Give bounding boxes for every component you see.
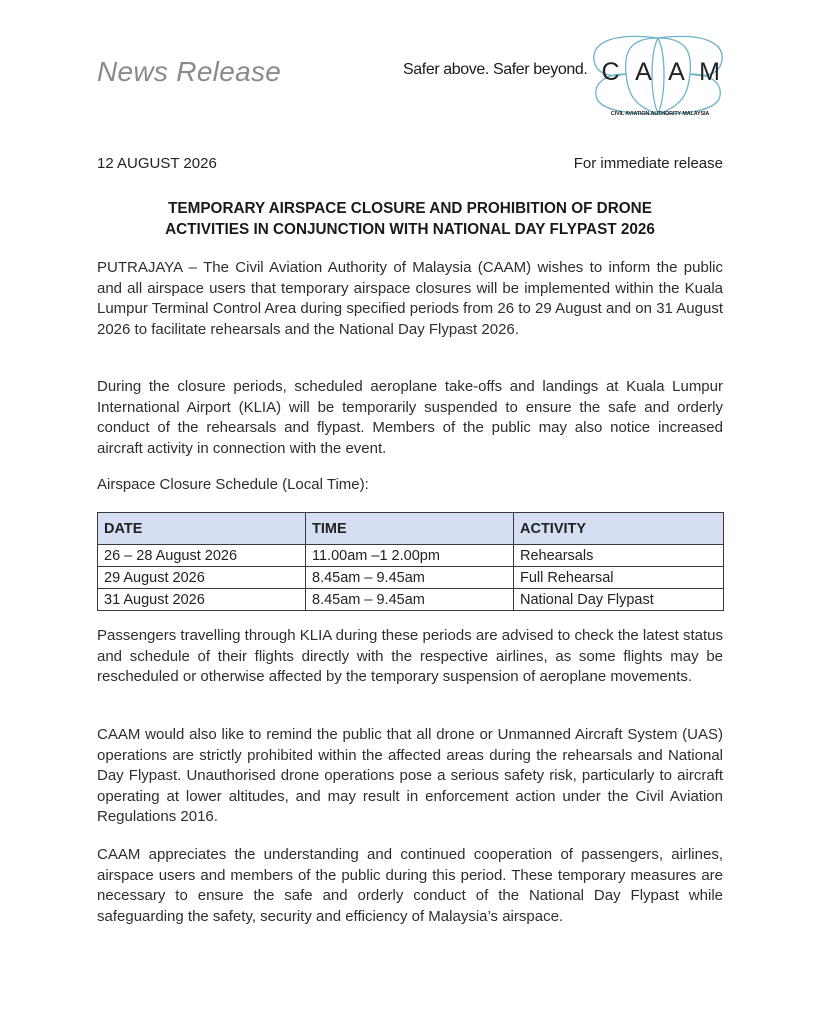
cell-time: 11.00am –1 2.00pm	[306, 545, 514, 567]
cell-activity: Full Rehearsal	[514, 567, 724, 589]
page-title	[97, 198, 723, 240]
schedule-table	[97, 512, 724, 611]
cell-activity: Rehearsals	[514, 545, 724, 567]
logo-letter: A	[635, 58, 652, 86]
cell-date: 26 – 28 August 2026	[98, 545, 306, 567]
paragraph-passengers: Passengers travelling through KLIA during these periods are advised to check the latest status and schedule of their flights directly with the respective airlines, as some flights may be rescheduled or otherwise affected by the temporary suspension of aeroplane movements.	[97, 627, 723, 685]
logo-letter: M	[699, 58, 720, 86]
schedule-label: Airspace Closure Schedule (Local Time):	[97, 476, 369, 493]
tagline: Safer above. Safer beyond.	[403, 61, 588, 78]
cell-time: 8.45am – 9.45am	[306, 567, 514, 589]
release-type: For immediate release	[573, 155, 723, 172]
table-header-row	[98, 513, 724, 545]
table-row	[98, 545, 724, 567]
title-line-2: ACTIVITIES IN CONJUNCTION WITH NATIONAL DAY FLYPAST 2026	[165, 221, 655, 238]
cell-date: 29 August 2026	[98, 567, 306, 589]
logo-letter: A	[668, 58, 685, 86]
release-date: 12 AUGUST 2026	[97, 155, 217, 172]
paragraph-closure: During the closure periods, scheduled aeroplane take-offs and landings at Kuala Lumpur International Airport (KLIA) will be temporarily suspended to ensure the safe and orderly conduct of the rehearsals and flypast. Members of the public may also notice increased aircraft activity in connection with the event.	[97, 378, 723, 457]
release-meta	[97, 155, 723, 172]
cell-time: 8.45am – 9.45am	[306, 589, 514, 611]
title-line-1: TEMPORARY AIRSPACE CLOSURE AND PROHIBITION OF DRONE	[168, 200, 652, 217]
table-row	[98, 589, 724, 611]
logo-letter: C	[601, 58, 620, 86]
column-header-time: TIME	[306, 513, 514, 545]
logo-subtitle: CIVIL AVIATION AUTHORITY MALAYSIA	[610, 111, 710, 117]
news-release-heading: News Release	[97, 56, 282, 87]
paragraph-intro: PUTRAJAYA – The Civil Aviation Authority of Malaysia (CAAM) wishes to inform the public and all airspace users that temporary airspace closures will be implemented within the Kuala Lumpur Terminal Control Area during specified periods from 26 to 29 August and on 31 August 2026 to facilitate rehearsals and the National Day Flypast 2026.	[97, 259, 723, 338]
cell-activity: National Day Flypast	[514, 589, 724, 611]
paragraph-appreciation: CAAM appreciates the understanding and continued cooperation of passengers, airlines, airspace users and members of the public during this period. These temporary measures are necessary to ensure the safe and orderly conduct of the National Day Flypast while safeguarding the safety, security and efficiency of Malaysia’s airspace.	[97, 846, 723, 925]
table-row	[98, 567, 724, 589]
column-header-date: DATE	[98, 513, 306, 545]
column-header-activity: ACTIVITY	[514, 513, 724, 545]
logo-letters	[594, 58, 726, 87]
paragraph-drones: CAAM would also like to remind the public that all drone or Unmanned Aircraft System (UAS) operations are strictly prohibited within the affected areas during the rehearsals and National Day Flypast. Unauthorised drone operations pose a serious safety risk, particularly to aircraft operating at lower altitudes, and may result in enforcement action under the Civil Aviation Regulations 2016.	[97, 726, 723, 825]
cell-date: 31 August 2026	[98, 589, 306, 611]
